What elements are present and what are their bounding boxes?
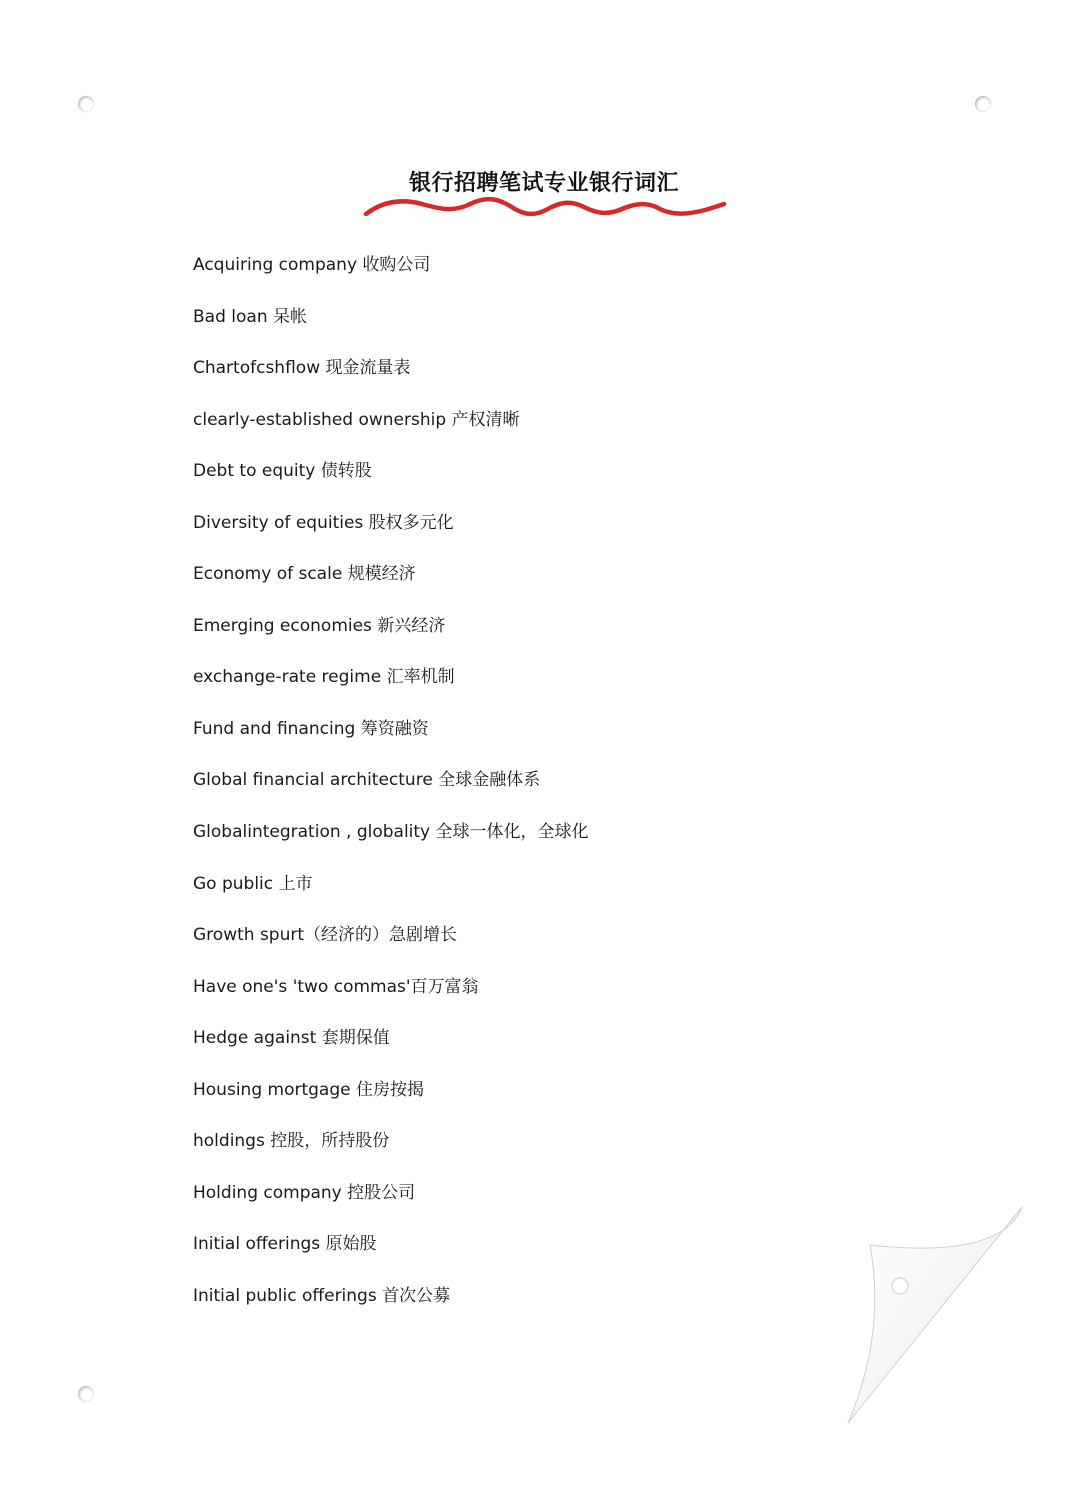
term-row: Hedge against 套期保值 xyxy=(193,1028,390,1049)
term-row: clearly-established ownership 产权清晰 xyxy=(193,409,520,430)
term-row: Housing mortgage 住房按揭 xyxy=(193,1079,424,1100)
term-row: Acquiring company 收购公司 xyxy=(193,255,431,275)
binder-hole-bottom-left xyxy=(78,1386,94,1402)
term-row: Bad loan 呆帐 xyxy=(193,306,307,327)
term-list xyxy=(193,253,589,1335)
term-row: Global financial architecture 全球金融体系 xyxy=(193,770,541,791)
term-row: Fund and financing 筹资融资 xyxy=(193,718,429,739)
term-row: Growth spurt（经济的）急剧增长 xyxy=(193,925,458,946)
term-row: Emerging economies 新兴经济 xyxy=(193,615,446,636)
term-row: Diversity of equities 股权多元化 xyxy=(193,512,454,533)
term-row: Initial public offerings 首次公募 xyxy=(193,1285,451,1306)
term-row: holdings 控股，所持股份 xyxy=(193,1131,390,1152)
binder-hole-top-right xyxy=(975,96,991,112)
title-text: 银行招聘笔试专业银行词汇 xyxy=(408,171,679,196)
term-row: Globalintegration , globality 全球一体化，全球化 xyxy=(193,822,589,843)
term-row: exchange-rate regime 汇率机制 xyxy=(193,667,455,688)
term-row: Chartofcshflow 现金流量表 xyxy=(193,358,411,379)
red-squiggle-underline-icon xyxy=(360,190,730,230)
term-row: Have one's 'two commas'百万富翁 xyxy=(193,976,479,997)
binder-hole-top-left xyxy=(78,96,94,112)
term-row: Holding company 控股公司 xyxy=(193,1182,416,1203)
term-row: Go public 上市 xyxy=(193,873,313,894)
term-row: Initial offerings 原始股 xyxy=(193,1234,377,1255)
term-row: Debt to equity 债转股 xyxy=(193,461,372,482)
term-row: Economy of scale 规模经济 xyxy=(193,564,416,585)
